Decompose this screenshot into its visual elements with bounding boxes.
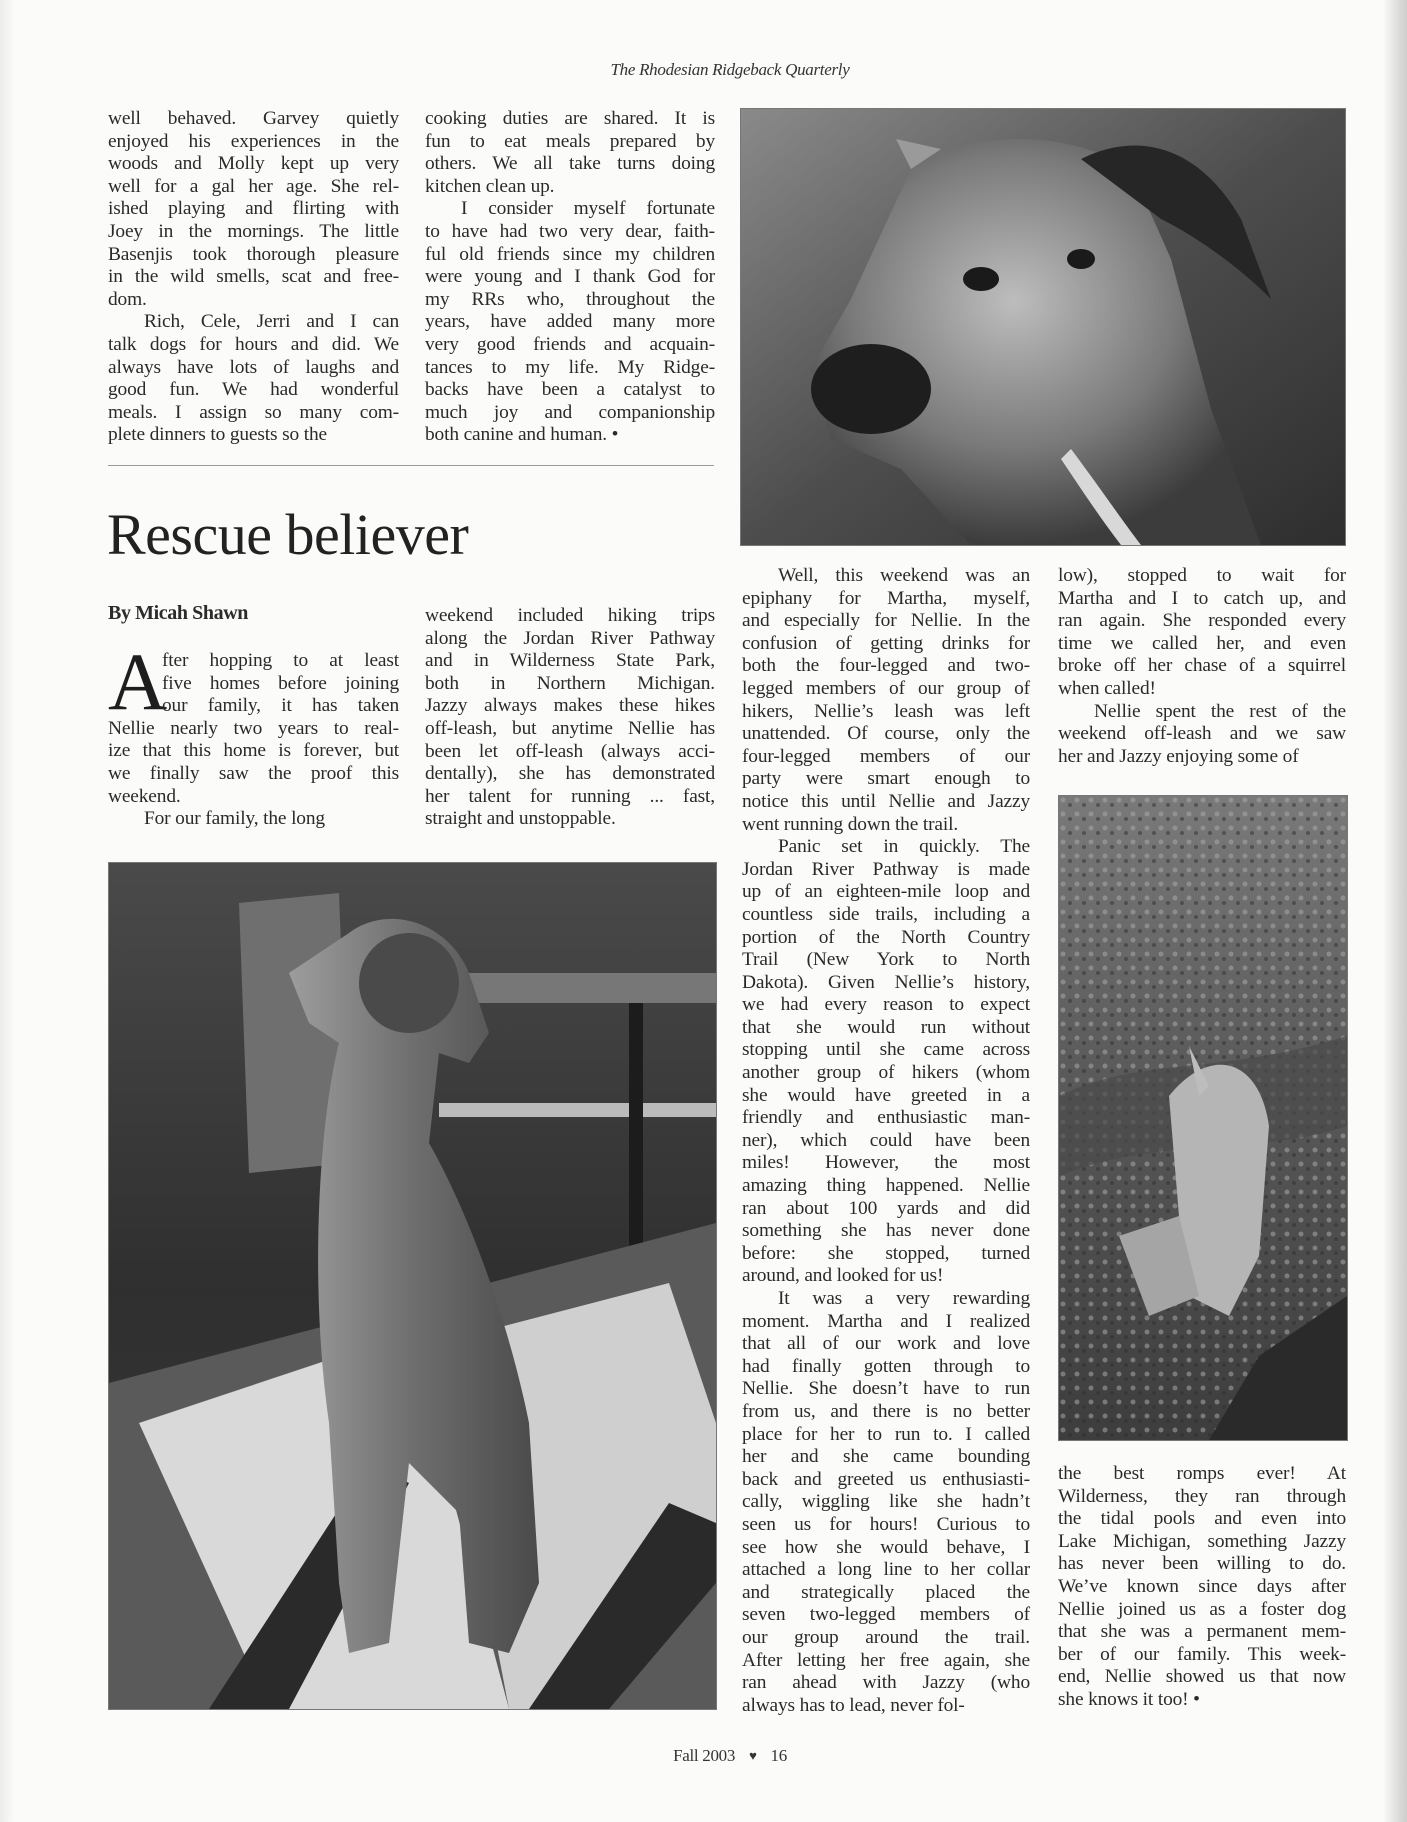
issue-label: Fall 2003 bbox=[673, 1746, 736, 1765]
text-line: countless side trails, including a bbox=[742, 903, 1030, 925]
text-line: that she was a permanent mem- bbox=[1058, 1621, 1346, 1643]
text-line: Well, this weekend was an bbox=[778, 565, 1030, 586]
text-line: plete dinners to guests so the bbox=[108, 424, 327, 446]
text-line: well for a gal her age. She rel- bbox=[108, 175, 399, 197]
text-line: years, have added many more bbox=[425, 311, 715, 333]
text-line: Martha and I to catch up, and bbox=[1058, 587, 1346, 609]
text-line: ran ahead with Jazzy (who bbox=[742, 1672, 1030, 1694]
text-line: see how she would behave, I bbox=[742, 1536, 1030, 1558]
text-line: and strategically placed the bbox=[742, 1581, 1030, 1603]
page-edge-shadow-right bbox=[1383, 0, 1407, 1822]
text-line: she knows it too! • bbox=[1058, 1688, 1200, 1710]
text-line: fun to eat meals prepared by bbox=[425, 130, 715, 152]
drop-cap: A bbox=[108, 636, 168, 727]
text-line: Nellie spent the rest of the bbox=[1094, 700, 1346, 722]
dog-portrait-photo bbox=[740, 108, 1346, 546]
article-column-3 bbox=[742, 565, 1030, 1717]
article-column-1 bbox=[108, 650, 399, 831]
text-line: Panic set in quickly. The bbox=[778, 836, 1030, 858]
section-divider bbox=[108, 465, 714, 466]
text-line: place for her to run to. I called bbox=[742, 1423, 1030, 1445]
text-line: dentally), she has demonstrated bbox=[425, 763, 715, 785]
text-line: portion of the North Country bbox=[742, 926, 1030, 948]
text-line: up of an eighteen-mile loop and bbox=[742, 881, 1030, 903]
text-line: weekend. bbox=[108, 785, 181, 807]
page-footer bbox=[560, 1746, 900, 1766]
text-line: others. We all take turns doing bbox=[425, 153, 715, 175]
byline: By Micah Shawn bbox=[108, 602, 248, 624]
text-line: confusion of getting drinks for bbox=[742, 632, 1030, 654]
article-column-4-bottom bbox=[1058, 1463, 1346, 1712]
text-line: always have lots of laughs and bbox=[108, 356, 399, 378]
text-line: both the four-legged and two- bbox=[742, 655, 1030, 677]
text-line: both canine and human. • bbox=[425, 424, 619, 446]
text-line: we finally saw the proof this bbox=[108, 762, 399, 784]
text-line: meals. I assign so many com- bbox=[108, 401, 399, 423]
text-line: weekend included hiking trips bbox=[425, 605, 715, 626]
text-line: Trail (New York to North bbox=[742, 949, 1030, 971]
text-line: Nellie nearly two years to real- bbox=[108, 717, 399, 739]
text-line: Dakota). Given Nellie’s history, bbox=[742, 971, 1030, 993]
text-line: Jazzy always makes these hikes bbox=[425, 695, 715, 717]
text-line: cally, wiggling like she hadn’t bbox=[742, 1491, 1030, 1513]
text-line: her and she came bounding bbox=[742, 1446, 1030, 1468]
article-title: Rescue believer bbox=[107, 502, 469, 567]
text-line: from us, and there is no better bbox=[742, 1400, 1030, 1422]
article-column-2 bbox=[425, 605, 715, 831]
text-line: our group around the trail. bbox=[742, 1626, 1030, 1648]
text-line: the best romps ever! At bbox=[1058, 1463, 1346, 1484]
article-column-4-top bbox=[1058, 565, 1346, 768]
text-line: another group of hikers (whom bbox=[742, 1062, 1030, 1084]
text-line: around, and looked for us! bbox=[742, 1265, 944, 1287]
text-line: to have had two very dear, faith- bbox=[425, 220, 715, 242]
text-line: ful old friends since my children bbox=[425, 243, 715, 265]
text-line: been let off-leash (always acci- bbox=[425, 740, 715, 762]
text-line: ished playing and flirting with bbox=[108, 198, 399, 220]
text-line: our family, it has taken bbox=[162, 695, 399, 717]
dog-sitting-indoors-photo bbox=[108, 862, 717, 1710]
text-line: tances to my life. My Ridge- bbox=[425, 356, 715, 378]
text-line: I consider myself fortunate bbox=[461, 198, 715, 220]
text-line: broke off her chase of a squirrel bbox=[1058, 655, 1346, 677]
text-line: well behaved. Garvey quietly bbox=[108, 108, 399, 129]
text-line: After letting her free again, she bbox=[742, 1649, 1030, 1671]
text-line: she would have greeted in a bbox=[742, 1084, 1030, 1106]
text-line: went running down the trail. bbox=[742, 813, 959, 835]
text-line: we had every reason to expect bbox=[742, 994, 1030, 1016]
text-line: end, Nellie showed us that now bbox=[1058, 1666, 1346, 1688]
page-number: 16 bbox=[770, 1746, 787, 1765]
text-line: Nellie joined us as a foster dog bbox=[1058, 1598, 1346, 1620]
text-line: good fun. We had wonderful bbox=[108, 379, 399, 401]
text-line: Basenjis took thorough pleasure bbox=[108, 243, 399, 265]
text-line: has never been willing to do. bbox=[1058, 1553, 1346, 1575]
text-line: hikers, Nellie’s leash was left bbox=[742, 700, 1030, 722]
text-line: seven two-legged members of bbox=[742, 1604, 1030, 1626]
text-line: For our family, the long bbox=[144, 808, 325, 830]
text-line: fter hopping to at least bbox=[162, 650, 399, 671]
text-line: stopping until she came across bbox=[742, 1039, 1030, 1061]
text-line: attached a long line to her collar bbox=[742, 1559, 1030, 1581]
text-line: my RRs who, throughout the bbox=[425, 288, 715, 310]
text-line: that she would run without bbox=[742, 1016, 1030, 1038]
text-line: time we called her, and even bbox=[1058, 632, 1346, 654]
text-line: Nellie. She doesn’t have to run bbox=[742, 1378, 1030, 1400]
text-line: when called! bbox=[1058, 677, 1156, 699]
text-line: very good friends and acquain- bbox=[425, 333, 715, 355]
text-line: always has to lead, never fol- bbox=[742, 1694, 965, 1716]
text-line: We’ve known since days after bbox=[1058, 1575, 1346, 1597]
text-line: and in Wilderness State Park, bbox=[425, 650, 715, 672]
text-line: off-leash, but anytime Nellie has bbox=[425, 717, 715, 739]
text-line: legged members of our group of bbox=[742, 677, 1030, 699]
text-line: notice this until Nellie and Jazzy bbox=[742, 790, 1030, 812]
text-line: ner), which could have been bbox=[742, 1129, 1030, 1151]
text-line: something she has never done bbox=[742, 1220, 1030, 1242]
text-line: cooking duties are shared. It is bbox=[425, 108, 715, 129]
text-line: ber of our family. This week- bbox=[1058, 1643, 1346, 1665]
text-line: back and greeted us enthusiasti- bbox=[742, 1468, 1030, 1490]
text-line: Lake Michigan, something Jazzy bbox=[1058, 1530, 1346, 1552]
text-line: much joy and companionship bbox=[425, 401, 715, 423]
text-line: both in Northern Michigan. bbox=[425, 672, 715, 694]
text-line: four-legged members of our bbox=[742, 745, 1030, 767]
text-line: epiphany for Martha, myself, bbox=[742, 587, 1030, 609]
text-line: in the wild smells, scat and free- bbox=[108, 266, 399, 288]
previous-article-column-1 bbox=[108, 108, 399, 447]
text-line: that all of our work and love bbox=[742, 1333, 1030, 1355]
text-line: party were smart enough to bbox=[742, 768, 1030, 790]
text-line: woods and Molly kept up very bbox=[108, 153, 399, 175]
text-line: Jordan River Pathway is made bbox=[742, 858, 1030, 880]
text-line: and especially for Nellie. In the bbox=[742, 610, 1030, 632]
text-line: backs have been a catalyst to bbox=[425, 379, 715, 401]
text-line: Rich, Cele, Jerri and I can bbox=[144, 311, 399, 333]
text-line: weekend off-leash and we saw bbox=[1058, 723, 1346, 745]
text-line: her talent for running ... fast, bbox=[425, 785, 715, 807]
text-line: amazing thing happened. Nellie bbox=[742, 1175, 1030, 1197]
text-line: the tidal pools and even into bbox=[1058, 1508, 1346, 1530]
text-line: Wilderness, they ran through bbox=[1058, 1485, 1346, 1507]
text-line: before: she stopped, turned bbox=[742, 1242, 1030, 1264]
text-line: unattended. Of course, only the bbox=[742, 723, 1030, 745]
text-line: ize that this home is forever, but bbox=[108, 740, 399, 762]
running-head: The Rhodesian Ridgeback Quarterly bbox=[610, 60, 850, 79]
text-line: It was a very rewarding bbox=[778, 1288, 1030, 1309]
text-line: straight and unstoppable. bbox=[425, 808, 616, 830]
text-line: Joey in the mornings. The little bbox=[108, 220, 399, 242]
text-line: were young and I thank God for bbox=[425, 266, 715, 288]
page-edge-shadow-left bbox=[0, 0, 14, 1822]
heart-icon: ♥ bbox=[749, 1748, 757, 1763]
text-line: ran about 100 yards and did bbox=[742, 1197, 1030, 1219]
dog-in-woods-photo bbox=[1058, 795, 1348, 1441]
text-line: ran again. She responded every bbox=[1058, 610, 1346, 632]
text-line: dom. bbox=[108, 288, 147, 310]
text-line: had finally gotten through to bbox=[742, 1355, 1030, 1377]
text-line: kitchen clean up. bbox=[425, 175, 555, 197]
previous-article-column-2 bbox=[425, 108, 715, 447]
text-line: enjoyed his experiences in the bbox=[108, 130, 399, 152]
text-line: moment. Martha and I realized bbox=[742, 1310, 1030, 1332]
text-line: talk dogs for hours and did. We bbox=[108, 333, 399, 355]
text-line: along the Jordan River Pathway bbox=[425, 627, 715, 649]
text-line: low), stopped to wait for bbox=[1058, 565, 1346, 586]
text-line: her and Jazzy enjoying some of bbox=[1058, 745, 1299, 767]
text-line: five homes before joining bbox=[162, 672, 399, 694]
text-line: seen us for hours! Curious to bbox=[742, 1513, 1030, 1535]
text-line: miles! However, the most bbox=[742, 1152, 1030, 1174]
text-line: friendly and enthusiastic man- bbox=[742, 1107, 1030, 1129]
